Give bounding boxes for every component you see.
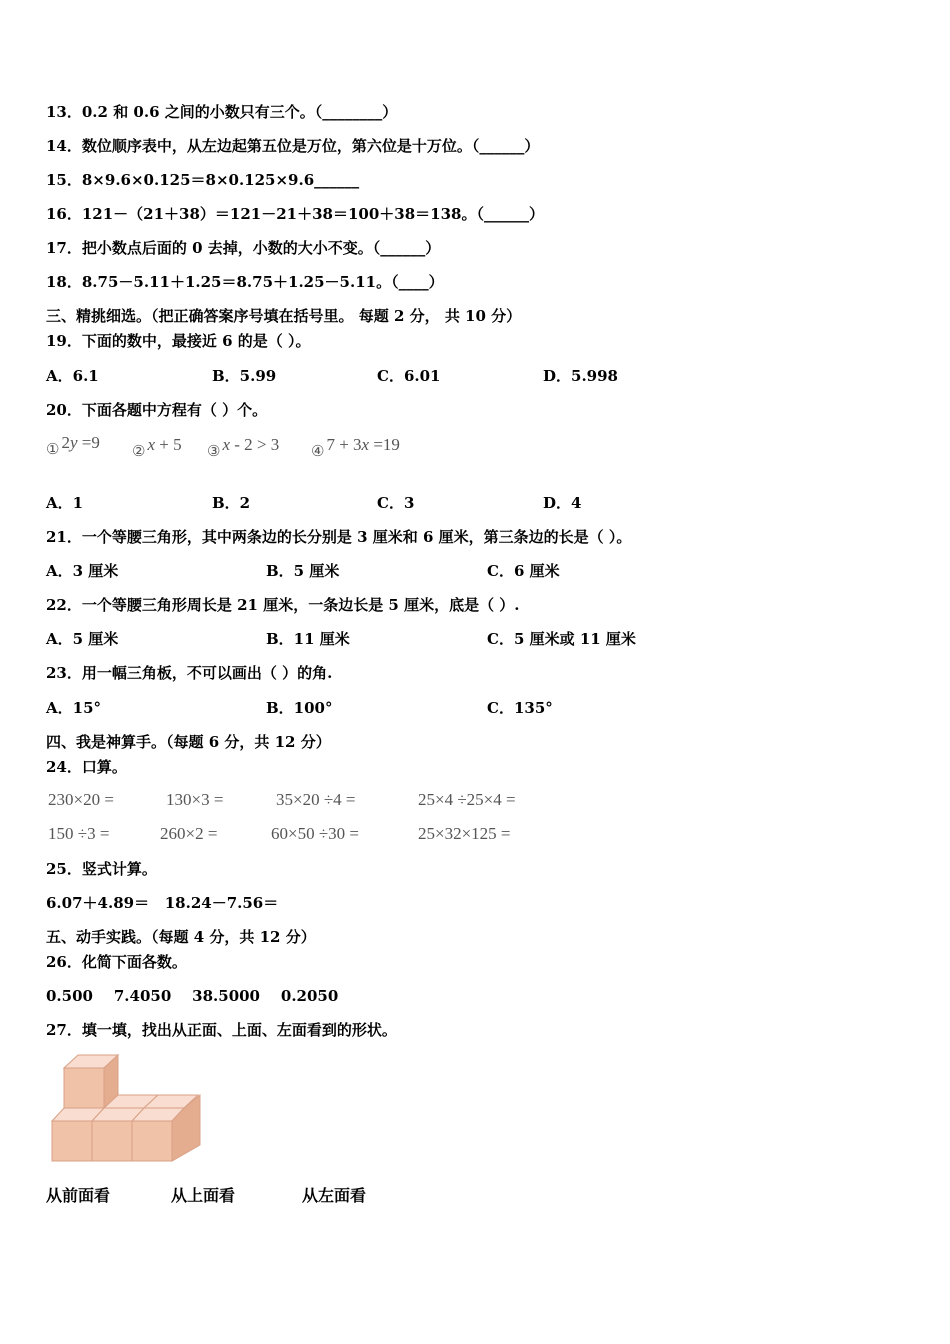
- q19-option-c: C．6.01: [377, 367, 441, 385]
- q22: 22．一个等腰三角形周长是 21 厘米，一条边长是 5 厘米，底是（ ）.: [46, 596, 520, 614]
- q20-item-3-var: x: [222, 435, 230, 454]
- q20-option-a: A．1: [46, 494, 84, 512]
- q20-item-2-rest: + 5: [155, 435, 182, 454]
- q21: 21．一个等腰三角形，其中两条边的长分别是 3 厘米和 6 厘米，第三条边的长是（ ）。: [46, 528, 632, 546]
- q15: 15．8×9.6×0.125＝8×0.125×9.6______: [46, 171, 360, 189]
- q20-option-b: B．2: [212, 494, 251, 512]
- q21-option-c: C．6 厘米: [487, 562, 560, 580]
- q19-option-d: D．5.998: [543, 367, 618, 385]
- q20-item-4-rest: =19: [369, 435, 400, 454]
- circled-2: ②: [132, 444, 146, 460]
- section-5-heading: 五、动手实践。（每题 4 分，共 12 分）: [46, 928, 316, 946]
- oral-calc-3: 35×20 ÷4 =: [276, 790, 356, 809]
- q21-option-a: A．3 厘米: [46, 562, 119, 580]
- q20-item-4-var: x: [361, 435, 370, 454]
- cube-front: [92, 1121, 132, 1161]
- q21-option-b: B．5 厘米: [266, 562, 340, 580]
- q19: 19．下面的数中，最接近 6 的是（ ）。: [46, 332, 311, 350]
- q22-option-c: C．5 厘米或 11 厘米: [487, 630, 636, 648]
- circled-1: ①: [46, 442, 60, 458]
- q23-option-c: C．135°: [487, 699, 553, 717]
- oral-calc-5: 150 ÷3 =: [48, 824, 110, 843]
- q25: 25．竖式计算。: [46, 860, 157, 878]
- q16: 16．121－（21＋38）＝121－21＋38＝100＋38＝138。（______）: [46, 205, 544, 223]
- cube-front: [64, 1068, 104, 1108]
- q24: 24．口算。: [46, 758, 127, 776]
- view-label-top: 从上面看: [171, 1186, 236, 1205]
- oral-calc-6: 260×2 =: [160, 824, 218, 843]
- view-label-front: 从前面看: [46, 1186, 111, 1205]
- oral-calc-2: 130×3 =: [166, 790, 224, 809]
- q20-option-d: D．4: [543, 494, 582, 512]
- q20-item-2-var: x: [147, 435, 155, 454]
- q20-item-4: [311, 434, 400, 460]
- q20-item-2: [132, 434, 182, 460]
- q20-item-3-rest: - 2 > 3: [230, 435, 280, 454]
- q14: 14．数位顺序表中，从左边起第五位是万位，第六位是十万位。（______）: [46, 137, 540, 155]
- oral-calc-7: 60×50 ÷30 =: [271, 824, 360, 843]
- q19-option-a: A．6.1: [46, 367, 99, 385]
- q23: 23．用一幅三角板，不可以画出（ ）的角.: [46, 664, 333, 682]
- q22-option-a: A．5 厘米: [46, 630, 119, 648]
- oral-calc-8: 25×32×125 =: [418, 824, 511, 843]
- q19-option-b: B．5.99: [212, 367, 277, 385]
- oral-calc-4: 25×4 ÷25×4 =: [418, 790, 516, 809]
- q20-item-3: [207, 434, 280, 460]
- q13: 13．0.2 和 0.6 之间的小数只有三个。（________）: [46, 103, 398, 121]
- q26: 26．化简下面各数。: [46, 953, 187, 971]
- cube-stack-figure: [46, 1052, 216, 1170]
- q23-option-b: B．100°: [266, 699, 333, 717]
- q20-item-1-coef: 2: [61, 433, 70, 452]
- q20-item-4-lead: 7 + 3: [326, 435, 362, 454]
- cube-front: [132, 1121, 172, 1161]
- q20: 20．下面各题中方程有（ ）个。: [46, 401, 268, 419]
- q20-option-c: C．3: [377, 494, 415, 512]
- circled-4: ④: [311, 444, 325, 460]
- circled-3: ③: [207, 444, 221, 460]
- q26-numbers: 0.500 7.4050 38.5000 0.2050: [46, 987, 339, 1005]
- oral-calc-1: 230×20 =: [48, 790, 114, 809]
- q17: 17．把小数点后面的 0 去掉，小数的大小不变。（______）: [46, 239, 441, 257]
- q18: 18．8.75－5.11＋1.25＝8.75＋1.25－5.11。（____）: [46, 273, 444, 291]
- q20-item-1-rest: =9: [77, 433, 100, 452]
- section-3-heading: 三、精挑细选。（把正确答案序号填在括号里。 每题 2 分， 共 10 分）: [46, 307, 522, 325]
- q20-item-1: [46, 432, 100, 458]
- q23-option-a: A．15°: [46, 699, 102, 717]
- view-label-left: 从左面看: [302, 1186, 367, 1205]
- q25-problems: 6.07＋4.89＝ 18.24－7.56＝: [46, 894, 279, 912]
- section-4-heading: 四、我是神算手。（每题 6 分，共 12 分）: [46, 733, 331, 751]
- cube-front: [52, 1121, 92, 1161]
- q20-item-1-var: y: [69, 433, 78, 452]
- q27: 27．填一填，找出从正面、上面、左面看到的形状。: [46, 1021, 397, 1039]
- q22-option-b: B．11 厘米: [266, 630, 350, 648]
